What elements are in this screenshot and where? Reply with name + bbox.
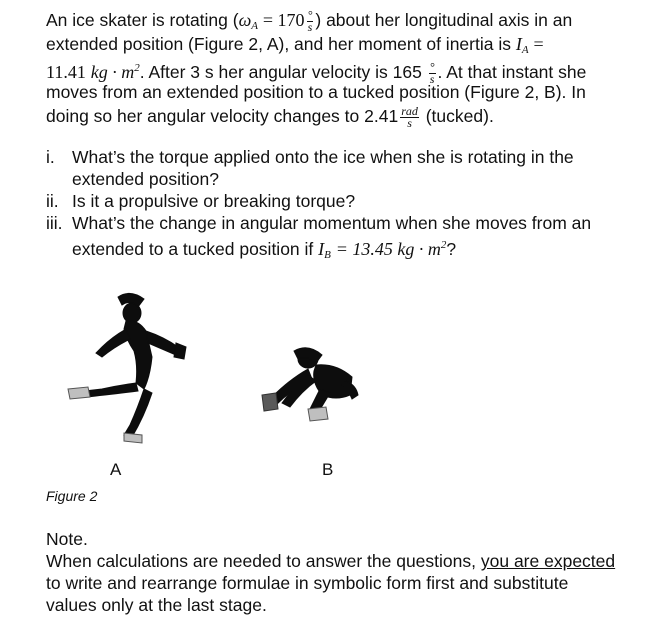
frac-top: °: [307, 7, 313, 22]
skater-b-tucked-image: [262, 348, 358, 421]
superscript: 2: [440, 239, 447, 251]
figure-2: [46, 285, 376, 485]
inertia-symbol: I: [318, 239, 325, 259]
list-marker: i.: [46, 147, 55, 167]
subscript: B: [324, 249, 331, 261]
note-line-3: values only at the last stage.: [46, 595, 267, 615]
note-line-2: to write and rearrange formulae in symbolic form first and substitute: [46, 573, 569, 593]
inertia-symbol: I: [515, 34, 522, 54]
rad-per-second-unit: [400, 103, 419, 130]
unit: kg · m: [90, 62, 135, 82]
omega-symbol: ω: [238, 10, 252, 30]
question-text: extended position?: [72, 169, 219, 189]
problem-line-4: [46, 80, 646, 104]
frac-bottom: s: [307, 19, 313, 34]
question-list: [46, 146, 656, 266]
frac-top: °: [429, 59, 435, 74]
list-marker: ii.: [46, 191, 59, 211]
text: ?: [446, 239, 457, 259]
frac-top: rad: [401, 103, 418, 118]
note-heading: Note.: [46, 529, 88, 549]
figure-label-b: B: [322, 460, 334, 479]
text: extended to a tucked position if: [72, 239, 314, 259]
text: . At that instant she: [437, 62, 587, 82]
problem-paragraph: [46, 8, 646, 128]
inertia-value: = 13.45 kg · m: [335, 239, 441, 259]
problem-line-3: [46, 56, 646, 86]
question-text: What’s the change in angular momentum when she moves from an: [72, 213, 592, 233]
figure-label-a: A: [110, 460, 122, 479]
underlined-text: you are expected: [480, 551, 616, 571]
text: ) about her longitudinal axis in an: [315, 10, 573, 30]
note-line-1: [46, 550, 661, 572]
subscript: A: [251, 20, 259, 32]
skater-a-extended-image: [68, 293, 186, 443]
question-ii: [46, 190, 656, 212]
superscript: 2: [134, 62, 140, 74]
problem-line-2: [46, 32, 646, 56]
text: When calculations are needed to answer the questions,: [46, 551, 476, 571]
frac-bottom: s: [407, 115, 412, 130]
frac-bottom: s: [429, 71, 435, 86]
text: (tucked).: [425, 106, 494, 126]
text: moves from an extended position to a tucked position (Figure 2, B). In: [46, 82, 586, 102]
text: doing so her angular velocity changes to 2.41: [46, 106, 399, 126]
degree-per-second-unit: [307, 7, 314, 34]
text: An ice skater is rotating (: [46, 10, 239, 30]
subscript: A: [521, 44, 529, 56]
problem-line-1: [46, 8, 646, 32]
text: . After 3 s her angular velocity is 165: [139, 62, 422, 82]
question-text: [72, 234, 656, 266]
skater-illustrations: [46, 285, 376, 455]
equals: =: [533, 34, 544, 54]
question-text: Is it a propulsive or breaking torque?: [72, 191, 356, 211]
problem-line-5: [46, 104, 646, 128]
question-iii: [46, 212, 656, 266]
value-170: = 170: [262, 10, 305, 30]
figure-caption: Figure 2: [46, 488, 98, 504]
note-section: [46, 528, 661, 616]
text: extended position (Figure 2, A), and her moment of inertia is: [46, 34, 511, 54]
question-text: What’s the torque applied onto the ice when she is rotating in the: [72, 147, 574, 167]
inertia-value: 11.41: [46, 62, 86, 82]
question-i: [46, 146, 656, 190]
list-marker: iii.: [46, 213, 63, 233]
